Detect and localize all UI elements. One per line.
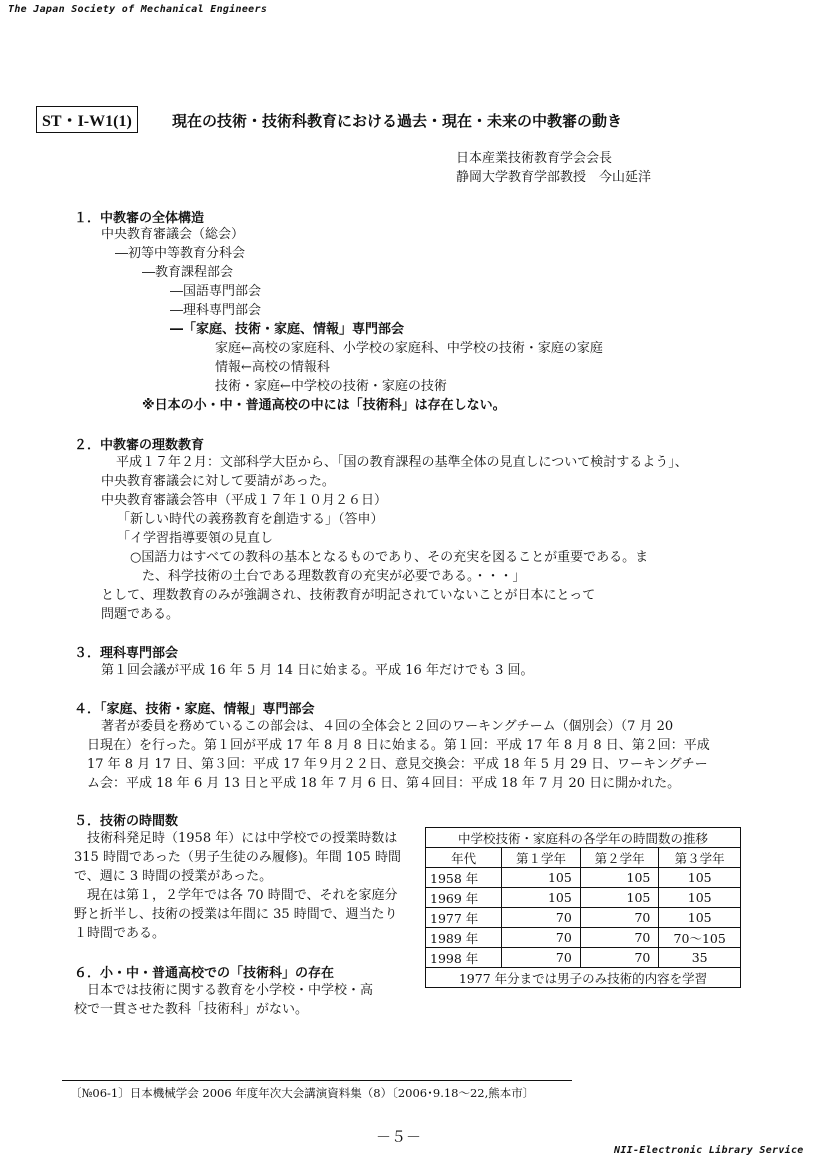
section-5-line-3: で、週に 3 時間の授業があった。 <box>74 869 273 884</box>
hours-table <box>425 827 741 988</box>
section-5-line-1: 技術科発足時（1958 年）には中学校での授業時数は <box>87 831 398 846</box>
table-row <box>426 948 741 968</box>
section-3-line-1: 第１回会議が平成 16 年 5 月 14 日に始まる。平成 16 年だけでも 3 回。 <box>101 663 534 678</box>
structure-line-7: 家庭←高校の家庭科、小学校の家庭科、中学校の技術・家庭の家庭 <box>215 341 603 356</box>
table-footnote: 1977 年分までは男子のみ技術的内容を学習 <box>426 968 741 988</box>
table-cell: 70 <box>502 908 581 928</box>
structure-line-5: ―理科専門部会 <box>170 303 262 318</box>
table-cell: 70～105 <box>659 928 741 948</box>
table-cell: 105 <box>659 868 741 888</box>
section-5-heading: ５．技術の時間数 <box>74 814 179 829</box>
table-cell: 70 <box>580 928 659 948</box>
table-cell: 105 <box>580 888 659 908</box>
section-2-line-7: た、科学技術の土台である理数教育の充実が必要である。・・・」 <box>142 569 526 584</box>
structure-line-1: 中央教育審議会（総会） <box>101 227 245 242</box>
structure-line-6: ―「家庭、技術・家庭、情報」専門部会 <box>170 322 405 337</box>
section-2-line-5: 「イ学習指導要領の見直し <box>117 531 274 546</box>
author-affiliation-1: 日本産業技術教育学会会長 <box>456 151 613 166</box>
section-2-line-4: 「新しい時代の義務教育を創造する」（答申） <box>117 512 384 527</box>
society-header: The Japan Society of Mechanical Engineers <box>8 4 268 15</box>
table-cell: 105 <box>502 868 581 888</box>
table-cell: 1969 年 <box>426 888 502 908</box>
table-header: 第１学年 <box>502 848 581 868</box>
table-row <box>426 888 741 908</box>
table-cell: 1958 年 <box>426 868 502 888</box>
table-caption: 中学校技術・家庭科の各学年の時間数の推移 <box>426 828 741 848</box>
section-6-heading: ６．小・中・普通高校での「技術科」の存在 <box>74 966 335 981</box>
structure-line-3: ―教育課程部会 <box>142 265 234 280</box>
table-header: 第２学年 <box>580 848 659 868</box>
structure-note: ※日本の小・中・普通高校の中には「技術科」は存在しない。 <box>142 398 506 413</box>
section-2-line-1: 平成１７年２月：文部科学大臣から、｢国の教育課程の基準全体の見直しについて検討するよう」、 <box>116 455 688 470</box>
section-2-line-8: として、理数教育のみが強調され、技術教育が明記されていないことが日本にとって <box>101 588 596 603</box>
table-cell: 70 <box>502 928 581 948</box>
table-cell: 1998 年 <box>426 948 502 968</box>
footer-citation: 〔№06-1〕日本機械学会 2006 年度年次大会講演資料集（8）〔2006･9.18～22,熊本市〕 <box>70 1086 535 1100</box>
table-cell: 105 <box>659 888 741 908</box>
table-cell: 105 <box>502 888 581 908</box>
section-4-heading: ４．｢家庭、技術・家庭、情報」専門部会 <box>74 702 315 717</box>
structure-line-9: 技術・家庭←中学校の技術・家庭の技術 <box>215 379 447 394</box>
page-number: －５－ <box>376 1128 422 1146</box>
section-5-line-5: 野と折半し、技術の授業は年間に 35 時間で、週当たり <box>74 907 398 922</box>
section-5-line-6: １時間である。 <box>74 926 166 941</box>
table-header-row <box>426 848 741 868</box>
table-row <box>426 928 741 948</box>
footer-divider <box>62 1080 572 1081</box>
table-cell: 70 <box>580 948 659 968</box>
table-cell: 70 <box>580 908 659 928</box>
section-2-line-6: ○国語力はすべての教科の基本となるものであり、その充実を図ることが重要である。ま <box>130 550 649 565</box>
table-header: 年代 <box>426 848 502 868</box>
section-6-line-1: 日本では技術に関する教育を小学校・中学校・高 <box>87 983 374 998</box>
table-cell: 1989 年 <box>426 928 502 948</box>
table-cell: 35 <box>659 948 741 968</box>
section-4-line-4: ム会：平成 18 年 6 月 13 日と平成 18 年 7 月 6 日、第４回目：平成 18 年 7 月 20 日に開かれた。 <box>87 776 681 791</box>
author-affiliation-2: 静岡大学教育学部教授 今山延洋 <box>456 170 652 185</box>
table-cell: 105 <box>580 868 659 888</box>
table-cell: 105 <box>659 908 741 928</box>
paper-code: ST・I-W1(1) <box>36 106 138 133</box>
section-4-line-3: 17 年 8 月 17 日、第３回：平成 17 年９月２２日、意見交換会：平成 18 年 5 月 29 日、ワーキングチー <box>87 757 708 772</box>
structure-line-8: 情報←高校の情報科 <box>215 360 330 375</box>
table-header: 第３学年 <box>659 848 741 868</box>
table-row <box>426 868 741 888</box>
table-cell: 70 <box>502 948 581 968</box>
structure-line-4: ―国語専門部会 <box>170 284 262 299</box>
table-cell: 1977 年 <box>426 908 502 928</box>
table-row <box>426 908 741 928</box>
section-4-line-1: 著者が委員を務めているこの部会は、４回の全体会と２回のワーキングチーム（個別会）（7 月 20 <box>101 719 674 734</box>
section-2-line-9: 問題である。 <box>101 607 180 622</box>
structure-line-2: ―初等中等教育分科会 <box>115 246 246 261</box>
section-6-line-2: 校で一貫させた教科「技術科」がない。 <box>74 1002 309 1017</box>
section-2-heading: ２．中教審の理数教育 <box>74 438 205 453</box>
section-4-line-2: 日現在）を行った。第１回が平成 17 年 8 月 8 日に始まる。第１回：平成 17 年 8 月 8 日、第２回：平成 <box>87 738 710 753</box>
section-5-line-4: 現在は第１，２学年では各 70 時間で、それを家庭分 <box>87 888 398 903</box>
section-3-heading: ３．理科専門部会 <box>74 646 179 661</box>
paper-title: 現在の技術・技術科教育における過去・現在・未来の中教審の動き <box>172 112 623 130</box>
section-2-line-3: 中央教育審議会答申（平成１７年１０月２６日） <box>101 493 388 508</box>
section-2-line-2: 中央教育審議会に対して要請があった。 <box>101 474 335 489</box>
section-5-line-2: 315 時間であった（男子生徒のみ履修)。年間 105 時間 <box>74 850 401 865</box>
nii-service-label: NII-Electronic Library Service <box>614 1145 804 1156</box>
section-1-heading: １．中教審の全体構造 <box>74 211 205 226</box>
